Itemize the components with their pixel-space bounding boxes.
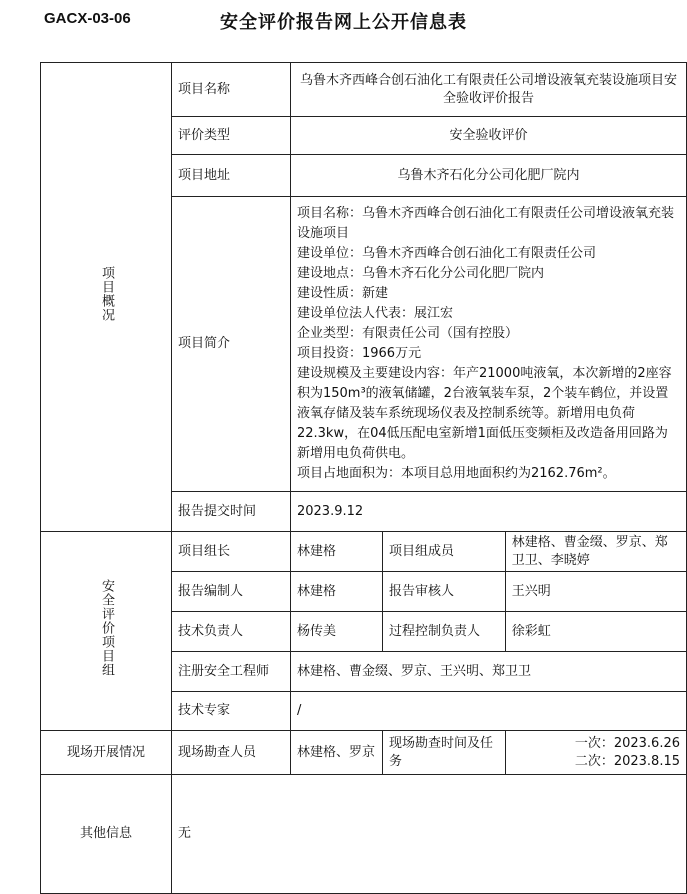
engineers-value: 林建格、曹金缀、罗京、王兴明、郑卫卫 [290, 652, 686, 692]
process-label: 过程控制负责人 [382, 612, 505, 652]
intro-line: 建设单位：乌鲁木齐西峰合创石油化工有限责任公司 [296, 246, 596, 261]
eval-type-label: 评价类型 [172, 117, 291, 155]
author-label: 报告编制人 [172, 572, 291, 612]
project-name-value: 乌鲁木齐西峰合创石油化工有限责任公司增设液氧充装设施项目安全验收评价报告 [290, 63, 686, 117]
address-label: 项目地址 [172, 155, 291, 197]
survey-time-line: 一次：2023.6.26 [574, 735, 680, 751]
document-code: GACX-03-06 [44, 10, 131, 27]
other-value: 无 [172, 775, 687, 894]
intro-line: 建设单位法人代表：展江宏 [296, 306, 453, 321]
intro-line: 企业类型：有限责任公司（国有控股） [296, 326, 518, 341]
engineers-label: 注册安全工程师 [172, 652, 291, 692]
intro-line: 项目名称：乌鲁木齐西峰合创石油化工有限责任公司增设液氧充装设施项目 [296, 206, 674, 241]
survey-time-line: 二次：2023.8.15 [574, 753, 680, 769]
row-project-name [41, 63, 687, 117]
row-other [41, 775, 687, 894]
leader-label: 项目组长 [172, 532, 291, 572]
submit-time-label: 报告提交时间 [172, 492, 291, 532]
section-site: 现场开展情况 [41, 731, 172, 775]
tech-value: 杨传美 [290, 612, 382, 652]
tech-label: 技术负责人 [172, 612, 291, 652]
section-other: 其他信息 [41, 775, 172, 894]
intro-value [290, 197, 686, 492]
intro-line: 建设性质：新建 [296, 286, 388, 301]
expert-value: / [290, 692, 686, 731]
submit-time-value: 2023.9.12 [290, 492, 686, 532]
eval-type-value: 安全验收评价 [290, 117, 686, 155]
intro-line: 建设规模及主要建设内容：年产21000吨液氧，本次新增的2座容积为150m³的液氧储罐，2台液氧装车泵，2个装车鹤位，并设置液氧存储及装车系统现场仪表及控制系统等。新增用电负荷22.3kw，在04低压配电室新增1面低压变频柜及改造备用回路为新增用电负荷供电。 [296, 366, 672, 461]
section-team: 安全评价项目组 [41, 532, 172, 731]
members-value: 林建格、曹金缀、罗京、郑卫卫、李晓婷 [505, 532, 686, 572]
section-overview: 项目概况 [41, 63, 172, 532]
survey-value: 林建格、罗京 [290, 731, 382, 775]
intro-line: 建设地点：乌鲁木齐石化分公司化肥厂院内 [296, 266, 544, 281]
intro-line: 项目占地面积为：本项目总用地面积约为2162.76m²。 [296, 466, 616, 481]
intro-line: 项目投资：1966万元 [296, 346, 422, 361]
info-table [40, 62, 687, 894]
intro-label: 项目简介 [172, 197, 291, 492]
members-label: 项目组成员 [382, 532, 505, 572]
row-site [41, 731, 687, 775]
survey-time-value [505, 731, 686, 775]
author-value: 林建格 [290, 572, 382, 612]
process-value: 徐彩虹 [505, 612, 686, 652]
reviewer-label: 报告审核人 [382, 572, 505, 612]
leader-value: 林建格 [290, 532, 382, 572]
document-title: 安全评价报告网上公开信息表 [220, 12, 467, 33]
reviewer-value: 王兴明 [505, 572, 686, 612]
expert-label: 技术专家 [172, 692, 291, 731]
survey-time-label: 现场勘查时间及任务 [382, 731, 505, 775]
address-value: 乌鲁木齐石化分公司化肥厂院内 [290, 155, 686, 197]
row-team-leader [41, 532, 687, 572]
project-name-label: 项目名称 [172, 63, 291, 117]
survey-label: 现场勘查人员 [172, 731, 291, 775]
